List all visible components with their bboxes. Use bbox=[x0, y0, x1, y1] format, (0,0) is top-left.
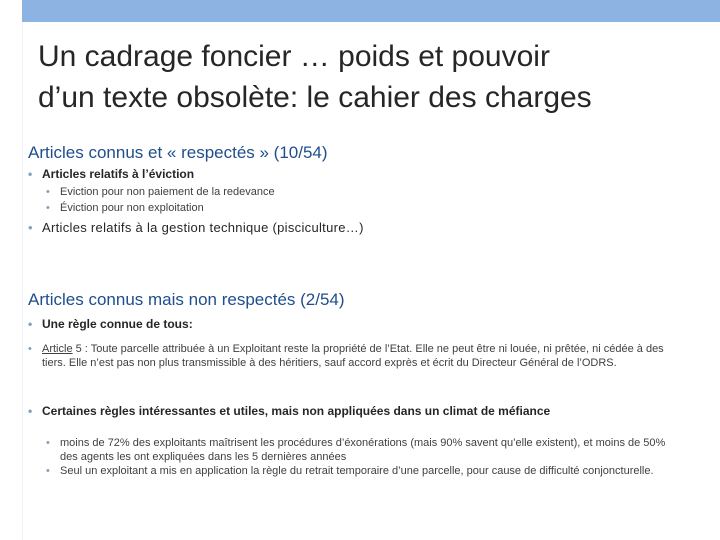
article-text: 5 : Toute parcelle attribuée à un Exploitant reste la propriété de l’Etat. Elle ne peut être ni louée, ni prêtée, ni cédée à des tiers. Elle n’est pas non plus transmissible à des héritiers, sauf accord exprès et écrit du Directeur Général de l’ODRS. bbox=[42, 343, 664, 369]
section2-sub-2 bbox=[46, 464, 686, 478]
article-label[interactable]: Article bbox=[42, 343, 73, 355]
bullet-icon: • bbox=[46, 437, 50, 449]
bullet-icon: • bbox=[46, 186, 50, 198]
title-line-2: d’un texte obsolète: le cahier des charges bbox=[38, 81, 592, 114]
section2-sub-1 bbox=[46, 436, 686, 464]
section2-bullet-regle bbox=[28, 317, 688, 331]
bullet-text: Une règle connue de tous: bbox=[42, 317, 193, 331]
section1-sub-2 bbox=[46, 201, 686, 215]
sub-text: moins de 72% des exploitants maîtrisent les procédures d’éxonérations (mais 90% savent qu’elle existent), et moins de 50% des agents les ont expliquées dans les 5 dernières années bbox=[60, 437, 666, 463]
bullet-text: Articles relatifs à la gestion technique (pisciculture…) bbox=[42, 220, 364, 235]
slide-title bbox=[38, 36, 708, 118]
bullet-icon: • bbox=[46, 465, 50, 477]
bullet-icon: • bbox=[28, 167, 33, 181]
section1-bullet-eviction bbox=[28, 167, 688, 181]
sub-text: Eviction pour non paiement de la redevance bbox=[60, 186, 275, 198]
top-accent-bar bbox=[22, 0, 720, 22]
bullet-icon: • bbox=[28, 220, 33, 235]
bullet-icon: • bbox=[46, 202, 50, 214]
sub-text: Éviction pour non exploitation bbox=[60, 202, 204, 214]
bullet-icon: • bbox=[28, 343, 32, 355]
left-accent-bar bbox=[0, 0, 23, 540]
bullet-text: Certaines règles intéressantes et utiles, mais non appliquées dans un climat de méfiance bbox=[42, 404, 551, 418]
bullet-icon: • bbox=[28, 317, 33, 331]
section2-heading: Articles connus mais non respectés (2/54) bbox=[28, 290, 345, 309]
article-paragraph bbox=[42, 342, 688, 370]
section1-heading: Articles connus et « respectés » (10/54) bbox=[28, 143, 328, 162]
title-line-1: Un cadrage foncier … poids et pouvoir bbox=[38, 40, 550, 73]
section1-sub-1 bbox=[46, 185, 686, 199]
sub-text: Seul un exploitant a mis en application la règle du retrait temporaire d’une parcelle, pour cause de difficulté conjoncturelle. bbox=[60, 465, 654, 477]
section2-bullet-regles-utiles bbox=[28, 404, 688, 419]
section1-bullet-gestion bbox=[28, 220, 688, 235]
bullet-text: Articles relatifs à l’éviction bbox=[42, 167, 195, 181]
section2-bullet-article bbox=[28, 342, 688, 370]
bullet-icon: • bbox=[28, 404, 33, 418]
